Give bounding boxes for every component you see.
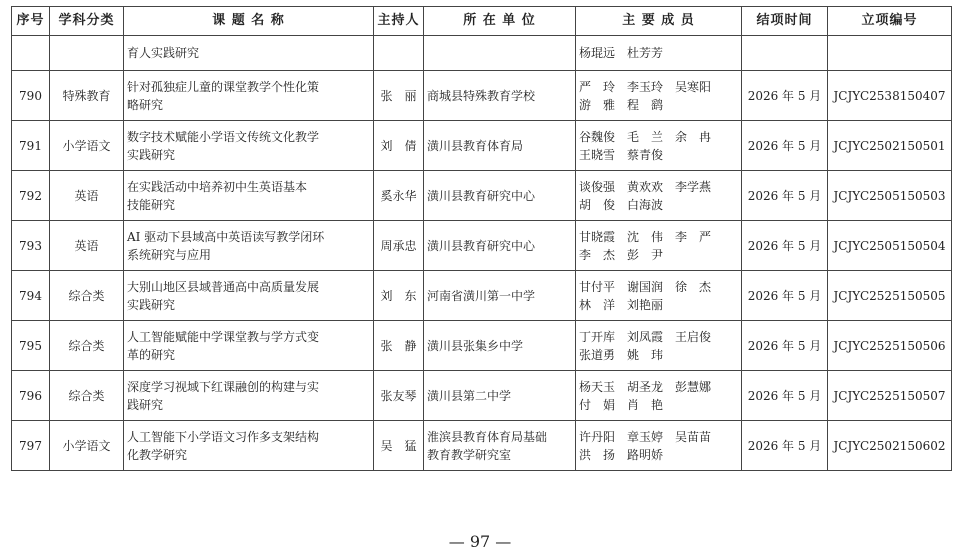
cell-members-text: 谷魏俊 毛 兰 余 冉 xyxy=(579,129,712,144)
cell-end-time-text: 2026 年 5 月 xyxy=(747,438,822,453)
cell-unit xyxy=(424,421,576,471)
cell-unit-text: 潢川县教育体育局 xyxy=(427,138,524,153)
cell-host-text: 周承忠 xyxy=(380,238,417,253)
cell-members-text: 张道勇 姚 玮 xyxy=(579,347,664,362)
cell-unit xyxy=(424,171,576,221)
cont-category xyxy=(50,36,124,71)
cell-category-text: 小学语文 xyxy=(62,438,111,453)
cell-members xyxy=(576,371,742,421)
cell-title-text: 系统研究与应用 xyxy=(127,247,212,262)
cell-no xyxy=(12,421,50,471)
cell-code xyxy=(828,71,952,121)
header-members: 主 要 成 员 xyxy=(576,7,742,36)
cell-unit-text: 淮滨县教育体育局基础 xyxy=(427,429,548,444)
cell-category xyxy=(50,221,124,271)
cell-members xyxy=(576,71,742,121)
cell-title xyxy=(124,221,374,271)
cell-host xyxy=(374,271,424,321)
cell-host-text: 吴 猛 xyxy=(380,438,417,453)
cell-members-text: 丁开库 刘凤霞 王启俊 xyxy=(579,329,712,344)
cell-end-time-text: 2026 年 5 月 xyxy=(747,188,822,203)
cell-category-text: 英语 xyxy=(74,238,99,253)
cont-members xyxy=(576,36,742,71)
cell-category xyxy=(50,421,124,471)
table-row xyxy=(12,271,952,321)
cell-category-text: 综合类 xyxy=(68,338,105,353)
cont-members-line: 杨琨远 杜芳芳 xyxy=(579,46,664,60)
cell-host-text: 张 丽 xyxy=(380,88,417,103)
cell-code xyxy=(828,271,952,321)
header-title: 课 题 名 称 xyxy=(124,7,374,36)
cell-end-time-text: 2026 年 5 月 xyxy=(747,338,822,353)
cell-members-text: 付 娟 肖 艳 xyxy=(579,397,664,412)
cell-members-text: 李 杰 彭 尹 xyxy=(579,247,664,262)
cell-end-time-text: 2026 年 5 月 xyxy=(747,88,822,103)
cell-category-text: 英语 xyxy=(74,188,99,203)
cell-members-text: 杨天玉 胡圣龙 彭慧娜 xyxy=(579,379,712,394)
cell-title-text: 技能研究 xyxy=(127,197,176,212)
cell-unit-text: 商城县特殊教育学校 xyxy=(427,88,536,103)
header-unit: 所 在 单 位 xyxy=(424,7,576,36)
cell-title-text: AI 驱动下县域高中英语读写教学闭环 xyxy=(127,229,325,244)
cell-title-text: 在实践活动中培养初中生英语基本 xyxy=(127,179,308,194)
cell-members-text: 严 玲 李玉玲 吴寒阳 xyxy=(579,79,712,94)
cell-title xyxy=(124,321,374,371)
table-body xyxy=(12,36,952,471)
cell-no-text: 793 xyxy=(19,238,42,253)
cell-members-text: 许丹阳 章玉婷 吴苗苗 xyxy=(579,429,712,444)
table-row xyxy=(12,371,952,421)
cont-end xyxy=(742,36,828,71)
cell-members xyxy=(576,321,742,371)
cell-category xyxy=(50,371,124,421)
cell-title xyxy=(124,371,374,421)
cell-category-text: 综合类 xyxy=(68,388,105,403)
cell-unit xyxy=(424,121,576,171)
cell-members-text: 甘付平 谢国润 徐 杰 xyxy=(579,279,712,294)
cell-end-time xyxy=(742,321,828,371)
cell-title-text: 实践研究 xyxy=(127,297,176,312)
cell-members-text: 王晓雪 蔡青俊 xyxy=(579,147,664,162)
cell-members-text: 甘晓霞 沈 伟 李 严 xyxy=(579,229,712,244)
cell-no xyxy=(12,71,50,121)
table-row xyxy=(12,221,952,271)
header-category: 学科分类 xyxy=(50,7,124,36)
cell-unit xyxy=(424,71,576,121)
cell-end-time-text: 2026 年 5 月 xyxy=(747,388,822,403)
cell-code-text: JCJYC2538150407 xyxy=(833,88,946,103)
cell-category xyxy=(50,171,124,221)
cell-no xyxy=(12,171,50,221)
cell-category xyxy=(50,321,124,371)
cell-members xyxy=(576,271,742,321)
cell-host-text: 张 静 xyxy=(380,338,417,353)
cell-members xyxy=(576,121,742,171)
cell-unit-text: 潢川县教育研究中心 xyxy=(427,238,536,253)
cell-host xyxy=(374,121,424,171)
cell-members-text: 谈俊强 黄欢欢 李学燕 xyxy=(579,179,712,194)
cell-no-text: 797 xyxy=(19,438,42,453)
cell-unit-text: 潢川县教育研究中心 xyxy=(427,188,536,203)
cell-title-text: 践研究 xyxy=(127,397,164,412)
cell-no xyxy=(12,321,50,371)
cell-host xyxy=(374,321,424,371)
cell-unit xyxy=(424,371,576,421)
cell-no-text: 791 xyxy=(19,138,42,153)
cell-title-text: 实践研究 xyxy=(127,147,176,162)
cell-code xyxy=(828,371,952,421)
cell-category xyxy=(50,71,124,121)
cont-title xyxy=(124,36,374,71)
cell-title xyxy=(124,121,374,171)
cont-unit xyxy=(424,36,576,71)
cell-host xyxy=(374,421,424,471)
cell-unit-text: 潢川县第二中学 xyxy=(427,388,512,403)
project-table xyxy=(11,6,952,471)
cell-no-text: 792 xyxy=(19,188,42,203)
cell-code xyxy=(828,121,952,171)
cell-no-text: 790 xyxy=(19,88,42,103)
cell-title-text: 针对孤独症儿童的课堂教学个性化策 xyxy=(127,79,320,94)
cell-host xyxy=(374,221,424,271)
cell-code-text: JCJYC2502150602 xyxy=(833,438,946,453)
cell-no-text: 794 xyxy=(19,288,42,303)
cell-members-text: 胡 俊 白海波 xyxy=(579,197,664,212)
cell-title-text: 化教学研究 xyxy=(127,447,188,462)
header-no: 序号 xyxy=(12,7,50,36)
cell-members xyxy=(576,221,742,271)
cell-code xyxy=(828,171,952,221)
header-row xyxy=(12,7,952,36)
cell-code-text: JCJYC2525150505 xyxy=(833,288,946,303)
cont-host xyxy=(374,36,424,71)
cell-members xyxy=(576,421,742,471)
cell-members-text: 林 洋 刘艳丽 xyxy=(579,297,664,312)
cell-code xyxy=(828,421,952,471)
cell-end-time xyxy=(742,171,828,221)
header-code: 立项编号 xyxy=(828,7,952,36)
continuation-row xyxy=(12,36,952,71)
cell-host-text: 刘 倩 xyxy=(380,138,417,153)
cell-category-text: 特殊教育 xyxy=(62,88,111,103)
cell-end-time xyxy=(742,371,828,421)
cell-category-text: 小学语文 xyxy=(62,138,111,153)
cell-code xyxy=(828,321,952,371)
cell-title-text: 数字技术赋能小学语文传统文化教学 xyxy=(127,129,320,144)
cell-host xyxy=(374,171,424,221)
cell-members-text: 游 雅 程 鹞 xyxy=(579,97,664,112)
cell-title-text: 人工智能下小学语文习作多支架结构 xyxy=(127,429,320,444)
cell-end-time-text: 2026 年 5 月 xyxy=(747,138,822,153)
cell-end-time xyxy=(742,121,828,171)
cell-unit xyxy=(424,271,576,321)
header-host: 主持人 xyxy=(374,7,424,36)
cell-end-time-text: 2026 年 5 月 xyxy=(747,238,822,253)
table-row xyxy=(12,321,952,371)
cell-title-text: 略研究 xyxy=(127,97,164,112)
cell-host-text: 刘 东 xyxy=(380,288,417,303)
table-row xyxy=(12,171,952,221)
cell-host xyxy=(374,371,424,421)
cell-title-text: 革的研究 xyxy=(127,347,176,362)
cell-unit xyxy=(424,221,576,271)
cell-end-time xyxy=(742,271,828,321)
cell-host-text: 张友琴 xyxy=(380,388,417,403)
cell-host xyxy=(374,71,424,121)
cell-unit-text: 河南省潢川第一中学 xyxy=(427,288,536,303)
cell-unit-text: 教育教学研究室 xyxy=(427,447,512,462)
cell-members-text: 洪 扬 路明娇 xyxy=(579,447,664,462)
cell-no xyxy=(12,121,50,171)
cell-end-time xyxy=(742,421,828,471)
cell-unit-text: 潢川县张集乡中学 xyxy=(427,338,524,353)
cell-code xyxy=(828,221,952,271)
cell-no xyxy=(12,371,50,421)
cell-title-text: 深度学习视域下红课融创的构建与实 xyxy=(127,379,320,394)
cell-no xyxy=(12,271,50,321)
cell-end-time-text: 2026 年 5 月 xyxy=(747,288,822,303)
cell-category xyxy=(50,121,124,171)
cell-code-text: JCJYC2505150503 xyxy=(833,188,946,203)
table-row xyxy=(12,121,952,171)
cell-host-text: 奚永华 xyxy=(380,188,417,203)
cell-no-text: 795 xyxy=(19,338,42,353)
cell-code-text: JCJYC2502150501 xyxy=(833,138,946,153)
cell-unit xyxy=(424,321,576,371)
page-number: — 97 — xyxy=(448,532,512,551)
cont-code xyxy=(828,36,952,71)
table-row xyxy=(12,421,952,471)
header-end-time: 结项时间 xyxy=(742,7,828,36)
cell-title xyxy=(124,271,374,321)
cell-category-text: 综合类 xyxy=(68,288,105,303)
cell-title xyxy=(124,71,374,121)
cell-title xyxy=(124,421,374,471)
cell-category xyxy=(50,271,124,321)
cont-no xyxy=(12,36,50,71)
table-row xyxy=(12,71,952,121)
cell-title-text: 人工智能赋能中学课堂教与学方式变 xyxy=(127,329,320,344)
cell-title xyxy=(124,171,374,221)
cell-members xyxy=(576,171,742,221)
cell-code-text: JCJYC2505150504 xyxy=(833,238,946,253)
cell-code-text: JCJYC2525150507 xyxy=(833,388,946,403)
cell-end-time xyxy=(742,221,828,271)
cell-code-text: JCJYC2525150506 xyxy=(833,338,946,353)
cell-end-time xyxy=(742,71,828,121)
cell-title-text: 大别山地区县域普通高中高质量发展 xyxy=(127,279,320,294)
cont-title-line: 育人实践研究 xyxy=(127,46,200,60)
cell-no xyxy=(12,221,50,271)
cell-no-text: 796 xyxy=(19,388,42,403)
